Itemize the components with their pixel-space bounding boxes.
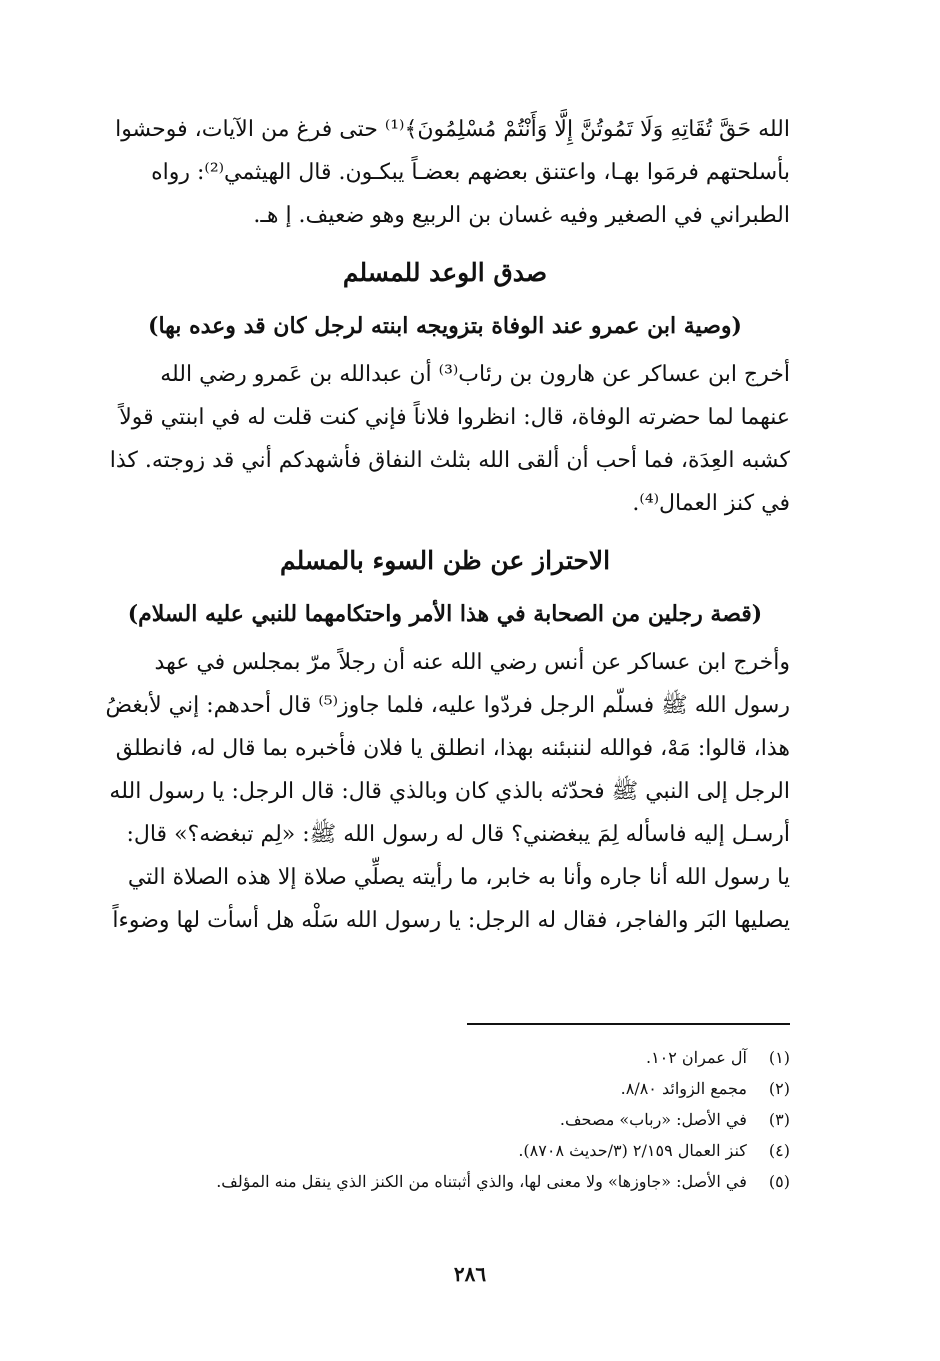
- text-line: يا رسول الله أنا جاره وأنا به خابر، ما رأيته يصلِّي صلاة إلا هذه الصلاة التي: [127, 865, 790, 890]
- footnote-number: (٤): [768, 1141, 790, 1160]
- footnote-3: [90, 1104, 790, 1135]
- footnote-divider: [467, 1023, 790, 1025]
- section-subheading-suspicion: (قصة رجلين من الصحابة في هذا الأمر واحتكامهما للنبي عليه السلام): [127, 601, 763, 627]
- text-line: هذا، قالوا: مَهْ، فوالله لننبئنه بهذا، انطلق يا فلان فأخبره بما قال له، فانطلق: [115, 736, 790, 761]
- footnote-number: (٥): [768, 1172, 790, 1191]
- text-line: عنهما لما حضرته الوفاة، قال: انظروا فلاناً فإني كنت قلت له في ابنتي قولاً: [119, 405, 790, 430]
- section-heading-suspicion: الاحتراز عن ظن السوء بالمسلم: [279, 546, 611, 575]
- page-body: [100, 108, 790, 942]
- text-line: بأسلحتهم فرمَوا بهـا، واعتنق بعضهم بعضـاً يبكـون. قال الهيثمي⁽²⁾: رواه: [151, 160, 790, 185]
- footnote-number: (٣): [768, 1110, 790, 1129]
- footnote-text: في الأصل: «جاوزها» ولا معنى لها، والذي أثبتناه من الكنز الذي ينقل منه المؤلف.: [216, 1172, 747, 1191]
- text-line: في كنز العمال⁽⁴⁾.: [632, 491, 790, 516]
- footnote-4: [90, 1135, 790, 1166]
- section-heading-promise: صدق الوعد للمسلم: [342, 258, 548, 287]
- footnote-text: مجمع الزوائد ٨/٨٠.: [620, 1079, 747, 1098]
- text-line: الله حَقَّ تُقَاتِهِ وَلَا تَمُوتُنَّ إِلَّا وَأَنْتُمْ مُسْلِمُونَ﴾⁽¹⁾ حتى فرغ من الآيات، فوحشوا: [115, 117, 790, 142]
- text-line: أرسـل إليه فاسأله لِمَ يبغضني؟ قال له رسول الله ﷺ: «لِم تبغضه؟» قال:: [126, 822, 790, 847]
- text-line: أخرج ابن عساكر عن هارون بن رئاب⁽³⁾ أن عبدالله بن عَمرو رضي الله: [160, 362, 790, 387]
- footnote-text: آل عمران ١٠٢.: [645, 1048, 747, 1067]
- text-line: الرجل إلى النبي ﷺ فحدّثه بالذي كان وبالذي قال: قال الرجل: يا رسول الله: [109, 779, 790, 804]
- suspicion-paragraph: [100, 641, 790, 942]
- promise-paragraph: [100, 353, 790, 525]
- footnote-1: [90, 1042, 790, 1073]
- text-line: يصليها البَر والفاجر، فقال له الرجل: يا رسول الله سَلْه هل أسأت لها وضوءاً: [112, 908, 790, 933]
- footnote-number: (١): [768, 1048, 790, 1067]
- footnote-5: [90, 1166, 790, 1197]
- section-subheading-promise: (وصية ابن عمرو عند الوفاة بتزويجه ابنته لرجل كان قد وعده بها): [148, 313, 742, 339]
- footnote-number: (٢): [768, 1079, 790, 1098]
- intro-paragraph: [100, 108, 790, 237]
- footnote-2: [90, 1073, 790, 1104]
- text-line: الطبراني في الصغير وفيه غسان بن الربيع وهو ضعيف. إ هـ.: [253, 203, 790, 228]
- page-number: ٢٨٦: [453, 1262, 487, 1286]
- footnotes: [90, 1042, 790, 1197]
- text-line: وأخرج ابن عساكر عن أنس رضي الله عنه أن رجلاً مرّ بمجلس في عهد: [154, 650, 790, 675]
- footnote-text: في الأصل: «رباب» مصحف.: [559, 1110, 747, 1129]
- text-line: رسول الله ﷺ فسلّم الرجل فردّوا عليه، فلما جاوز⁽⁵⁾ قال أحدهم: إني لأبغضُ: [105, 693, 790, 718]
- text-line: كشبه العِدَة، فما أحب أن ألقى الله بثلث النفاق فأشهدكم أني قد زوجته. كذا: [109, 448, 790, 473]
- footnote-text: كنز العمال ٢/١٥٩ (٣/حديث ٨٧٠٨).: [518, 1141, 747, 1160]
